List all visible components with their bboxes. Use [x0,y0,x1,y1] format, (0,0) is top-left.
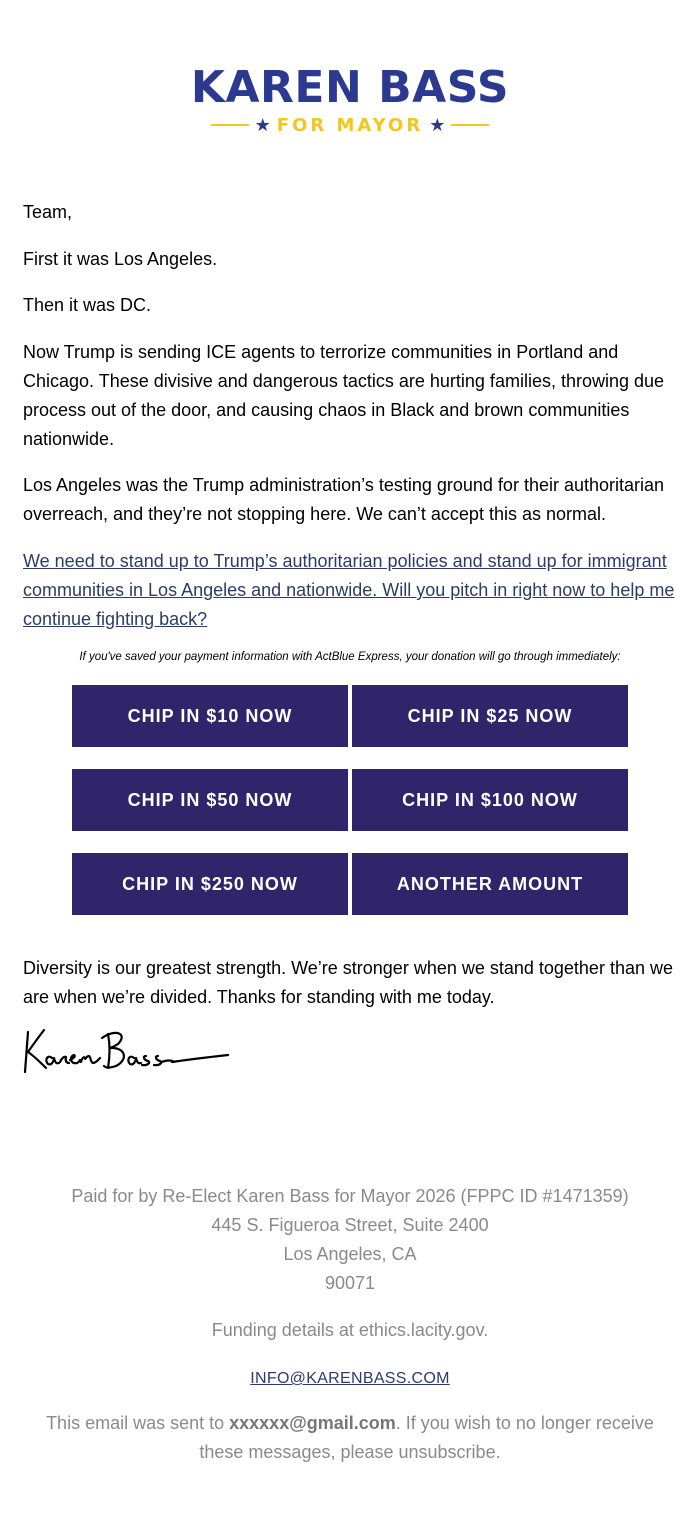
chip-in-25-button[interactable]: CHIP IN $25 NOW [352,685,628,747]
paragraph-4: Los Angeles was the Trump administration’s testing ground for their authoritarian overreach, and they’re not stopping here. We can’t accept this as normal. [23,475,665,524]
closing-paragraph: Diversity is our greatest strength. We’re stronger when we stand together than we are when we’re divided. Thanks for standing with me today. [23,958,673,1007]
footer-paid-for: Paid for by Re-Elect Karen Bass for Mayor 2026 (FPPC ID #1471359) [71,1186,629,1206]
logo-tagline-row [0,113,700,137]
signature [22,1024,232,1083]
chip-in-250-button[interactable]: CHIP IN $250 NOW [72,853,348,915]
star-icon: ★ [254,115,271,135]
recipient-email: xxxxxx@gmail.com [229,1413,396,1433]
contact-email-link[interactable]: INFO@KARENBASS.COM [250,1370,450,1387]
actblue-express-note: If you've saved your payment information with ActBlue Express, your donation will go through immediately: [79,651,621,663]
greeting: Team, [23,202,73,222]
footer-city: Los Angeles, CA [283,1244,417,1264]
footer-street: 445 S. Figueroa Street, Suite 2400 [211,1215,489,1235]
footer-zip: 90071 [324,1273,376,1293]
unsubscribe-link[interactable]: unsubscribe [398,1442,496,1462]
logo-tagline: FOR MAYOR [276,114,424,136]
footer-email-row [0,1363,700,1393]
signature-graphic [22,1024,232,1078]
chip-in-50-button[interactable]: CHIP IN $50 NOW [72,769,348,831]
footer-sent-notice: This email was sent to xxxxxx@gmail.com. If you wish to no longer receive these messages, please unsubscribe. [46,1413,654,1462]
footer-funding: Funding details at ethics.lacity.gov. [211,1320,489,1340]
paragraph-2: Then it was DC. [23,295,152,315]
chip-in-10-button[interactable]: CHIP IN $10 NOW [72,685,348,747]
campaign-logo [0,64,700,137]
chip-in-100-button[interactable]: CHIP IN $100 NOW [352,769,628,831]
paragraph-3: Now Trump is sending ICE agents to terrorize communities in Portland and Chicago. These divisive and dangerous tactics are hurting families, throwing due process out of the door, and causing chaos in Black and brown communities nationwide. [23,342,665,449]
star-icon: ★ [429,115,446,135]
logo-name: KAREN BASS [190,62,510,113]
another-amount-button[interactable]: ANOTHER AMOUNT [352,853,628,915]
donate-cta-link[interactable]: We need to stand up to Trump’s authoritarian policies and stand up for immigrant communities in Los Angeles and nationwide. Will you pitch in right now to help me continue fighting back? [23,551,675,629]
logo-right-rule [451,124,489,126]
paragraph-1: First it was Los Angeles. [23,249,218,269]
cta-paragraph [23,547,683,634]
logo-left-rule [211,124,249,126]
